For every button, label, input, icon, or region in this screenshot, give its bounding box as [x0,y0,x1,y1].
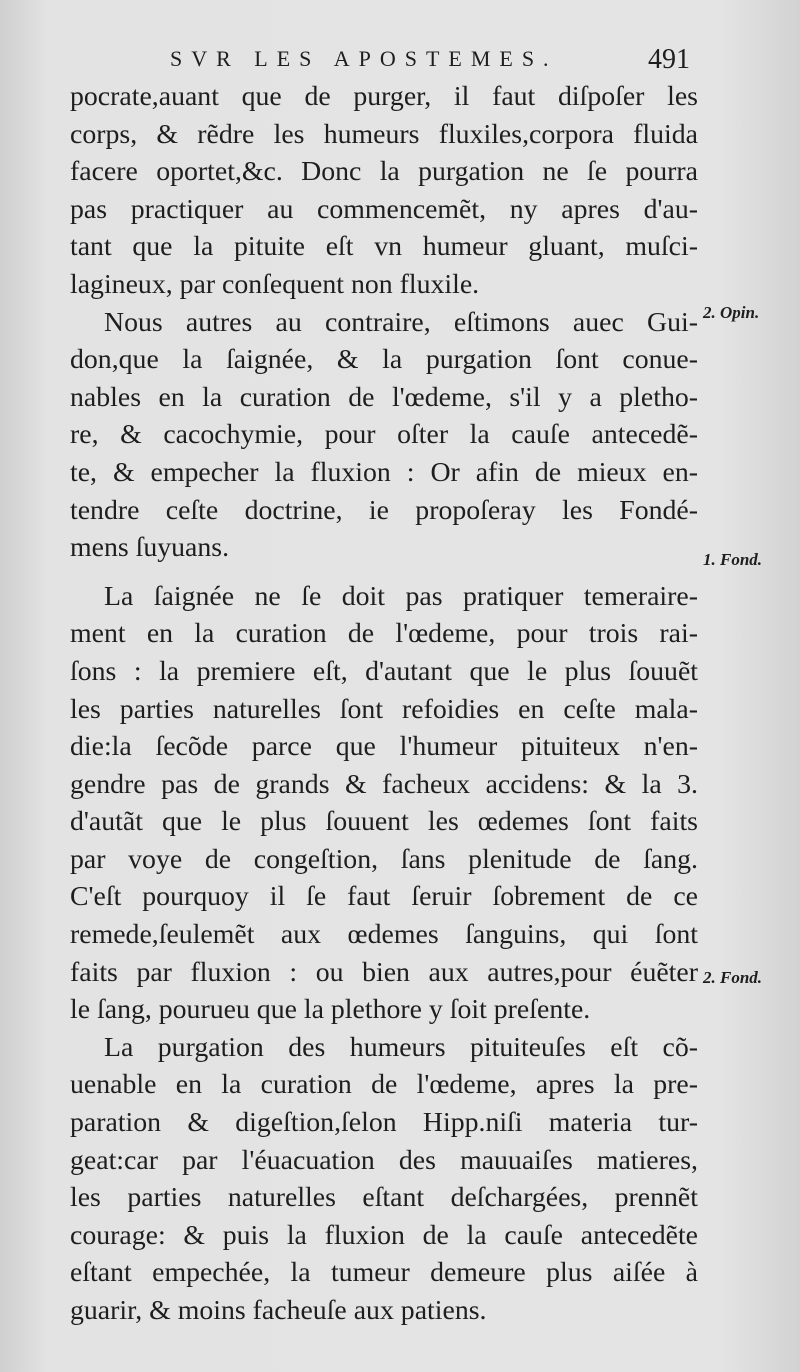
text-line: remede,ſeulemẽt aux œdemes ſanguins, qui ſont [70,919,698,951]
text-line: guarir, & moins facheuſe aux patiens. [70,1295,487,1326]
text-line: geat:car par l'éuacuation des mauuaiſes matieres, [70,1144,698,1176]
text-line: don,que la ſaignée, & la purgation ſont conue- [70,344,698,376]
text-line: die:la ſecõde parce que l'humeur pituiteux n'en- [70,731,698,763]
text-line: tendre ceſte doctrine, ie propoſeray les Fondé- [70,494,698,526]
text-line: La ſaignée ne ſe doit pas pratiquer temeraire- [104,580,698,612]
text-line: faits par fluxion : ou bien aux autres,pour éuẽter [70,956,698,988]
text-line: pocrate,auant que de purger, il faut diſpoſer les [70,81,698,112]
margin-note-second-foundation: 2. Fond. [703,968,763,987]
body-text [70,78,698,1330]
paragraph-opinion [70,304,698,567]
text-line: par voye de congeſtion, ſans plenitude de ſang. [70,843,698,875]
text-line: te, & empecher la fluxion : Or afin de mieux en- [70,456,698,488]
text-line: uenable en la curation de l'œdeme, apres la pre- [70,1069,698,1101]
text-line: corps, & rẽdre les humeurs fluxiles,corpora fluida [70,118,698,150]
text-line: C'eſt pourquoy il ſe faut ſeruir ſobrement de ce [70,881,698,913]
paragraph-continuation [70,78,698,304]
text-line: d'autãt que le plus ſouuent les œdemes ſont faits [70,806,698,838]
text-line: mens ſuyuans. [70,532,230,564]
text-line: ſons : la premiere eſt, d'autant que le plus ſouuẽt [70,655,698,687]
margin-note-opinion: 2. Opin. [703,303,760,322]
paragraph-first-foundation [70,578,698,1029]
text-line: lagineux, par conſequent non fluxile. [70,268,480,300]
paragraph-second-foundation [70,1029,698,1330]
text-line: pas practiquer au commencemẽt, ny apres d'au- [70,193,698,225]
text-line: eſtant empechée, la tumeur demeure plus aiſée à [70,1257,698,1289]
text-line: les parties naturelles eſtant deſchargées, prennẽt [70,1182,698,1214]
text-line: gendre pas de grands & facheux accidens: & la 3. [70,768,698,800]
text-line: re, & cacochymie, pour oſter la cauſe antecedẽ- [70,419,698,451]
text-line: tant que la pituite eſt vn humeur gluant, muſci- [70,231,698,263]
text-line: paration & digeſtion,ſelon Hipp.niſi materia tur- [70,1107,698,1139]
text-line: courage: & puis la fluxion de la cauſe antecedẽte [70,1219,698,1251]
text-line: Nous autres au contraire, eſtimons auec Gui- [104,306,698,338]
text-line: nables en la curation de l'œdeme, s'il y a pletho- [70,381,698,413]
margin-note-first-foundation: 1. Fond. [703,550,763,569]
text-line: le ſang, pourueu que la plethore y ſoit preſente. [70,994,591,1026]
page-number: 491 [648,44,690,75]
running-title: SVR LES APOSTEMES. [170,46,558,71]
text-line: les parties naturelles ſont refoidies en ceſte mala- [70,693,698,725]
text-line: La purgation des humeurs pituiteuſes eſt cõ- [104,1031,698,1063]
text-line: ment en la curation de l'œdeme, pour trois rai- [70,618,698,650]
text-line: facere oportet,&c. Donc la purgation ne ſe pourra [70,156,698,188]
